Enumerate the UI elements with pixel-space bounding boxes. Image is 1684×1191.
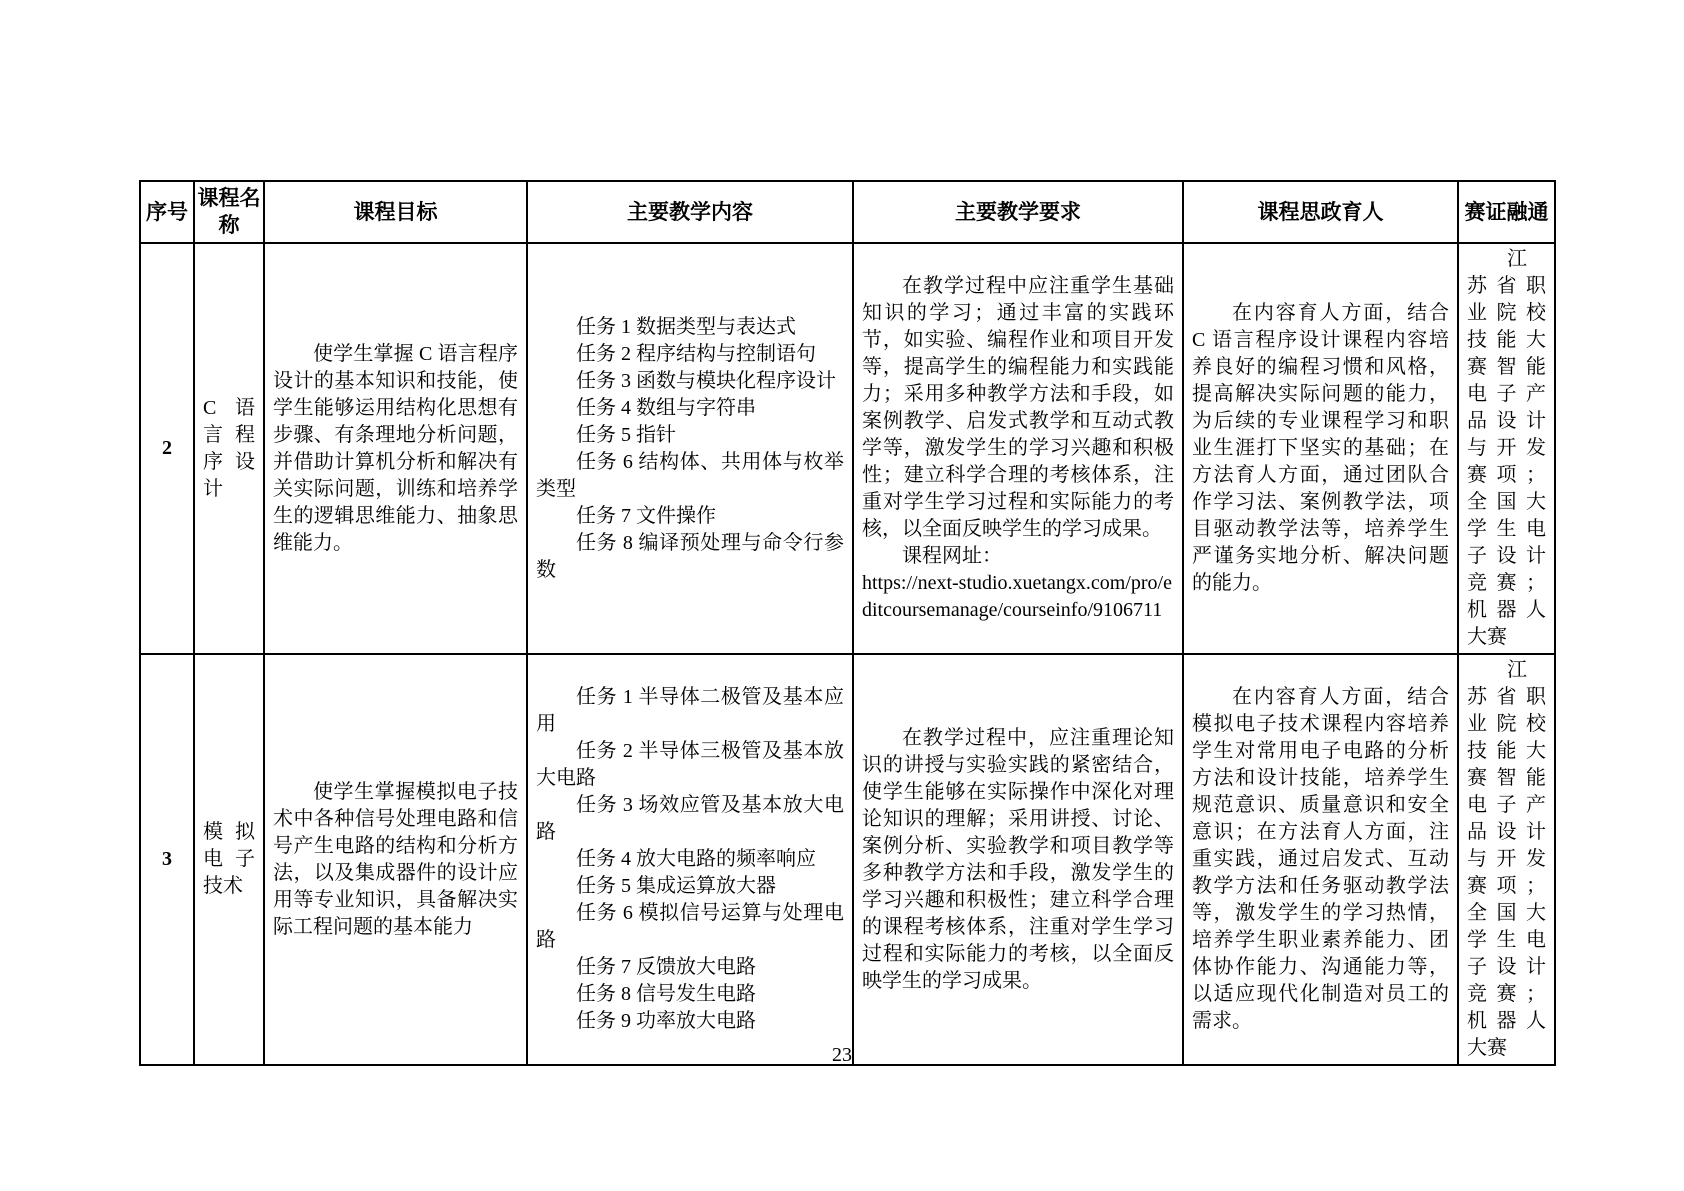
- course-table: [139, 180, 1556, 1066]
- course-url: https://next-studio.xuetangx.com/pro/editcoursemanage/courseinfo/9106711: [862, 572, 1172, 621]
- task-item: 任务 9 功率放大电路: [576, 1010, 756, 1032]
- task-item: 任务 6 模拟信号运算与处理电路: [536, 902, 844, 951]
- cell-objectives: [264, 654, 527, 1065]
- table-row: [140, 243, 1555, 654]
- cell-row-index: 2: [140, 243, 194, 654]
- objectives-text: 使学生掌握模拟电子技术中各种信号处理电路和信号产生电路的结构和分析方法，以及集成器件的设计应用等专业知识，具备解决实际工程问题的基本能力: [273, 780, 518, 938]
- task-item: 任务 3 场效应管及基本放大电路: [536, 794, 844, 843]
- cell-competition: [1458, 654, 1555, 1065]
- competition-text: 江苏省职业院校技能大赛智能电子产品设计与开发赛项；全国大学生电子设计竞赛；机器人大赛: [1467, 659, 1546, 1059]
- task-item: 任务 6 结构体、共用体与枚举类型: [536, 450, 844, 500]
- task-item: 任务 2 程序结构与控制语句: [576, 342, 816, 365]
- requirements-text: 在教学过程中，应注重理论知识的讲授与实验实践的紧密结合，使学生能够在实际操作中深化对理论知识的理解；采用讲授、讨论、案例分析、实验教学和项目教学等多种教学方法和手段，激发学生的学习兴趣和积极性；建立科学合理的课程考核体系，注重对学生学习过程和实际能力的考核，以全面反映学生的学习成果。: [862, 726, 1174, 992]
- cell-course-name: C 语言程序设计: [194, 243, 264, 654]
- cell-content-tasks: [527, 654, 853, 1065]
- task-item: 任务 4 数组与字符串: [576, 396, 756, 419]
- cell-ideology: [1183, 243, 1458, 654]
- task-item: 任务 3 函数与模块化程序设计: [576, 369, 836, 392]
- task-item: 任务 2 半导体三极管及基本放大电路: [536, 740, 844, 789]
- header-row: [140, 181, 1555, 243]
- page-number: 23: [832, 1044, 852, 1066]
- objectives-text: 使学生掌握 C 语言程序设计的基本知识和技能，使学生能够运用结构化思想有步骤、有条理地分析问题，并借助计算机分析和解决有关实际问题，训练和培养学生的逻辑思维能力、抽象思维能力。: [273, 342, 518, 554]
- cell-requirements: [853, 243, 1183, 654]
- task-item: 任务 8 编译预处理与命令行参数: [536, 531, 844, 581]
- cell-content-tasks: [527, 243, 853, 654]
- header-objectives: 课程目标: [264, 181, 527, 243]
- header-requirements: 主要教学要求: [853, 181, 1183, 243]
- task-item: 任务 7 文件操作: [576, 504, 716, 527]
- header-index: 序号: [140, 181, 194, 243]
- ideology-text: 在内容育人方面，结合模拟电子技术课程内容培养学生对常用电子电路的分析方法和设计技能，培养学生规范意识、质量意识和安全意识；在方法育人方面，注重实践，通过启发式、互动教学方法和任务驱动教学法等，激发学生的学习热情，培养学生职业素养能力、团体协作能力、沟通能力等，以适应现代化制造对员工的需求。: [1192, 686, 1449, 1032]
- header-ideology: 课程思政育人: [1183, 181, 1458, 243]
- course-url-label: 课程网址：: [902, 545, 1002, 567]
- task-item: 任务 5 集成运算放大器: [576, 875, 776, 897]
- competition-text: 江苏省职业院校技能大赛智能电子产品设计与开发赛项；全国大学生电子设计竞赛；机器人大赛: [1467, 248, 1546, 648]
- task-item: 任务 1 数据类型与表达式: [576, 315, 796, 338]
- cell-ideology: [1183, 654, 1458, 1065]
- cell-competition: [1458, 243, 1555, 654]
- task-item: 任务 4 放大电路的频率响应: [576, 848, 816, 870]
- header-course-name: 课程名称: [194, 181, 264, 243]
- task-item: 任务 5 指针: [576, 423, 676, 446]
- header-competition: 赛证融通: [1458, 181, 1555, 243]
- requirements-text: 在教学过程中应注重学生基础知识的学习；通过丰富的实践环节，如实验、编程作业和项目开发等，提高学生的编程能力和实践能力；采用多种教学方法和手段，如案例教学、启发式教学和互动式教学等，激发学生的学习兴趣和积极性；建立科学合理的考核体系，注重对学生学习过程和实际能力的考核，以全面反映学生的学习成果。: [862, 275, 1174, 540]
- cell-requirements: [853, 654, 1183, 1065]
- ideology-text: 在内容育人方面，结合 C 语言程序设计课程内容培养良好的编程习惯和风格，提高解决实际问题的能力，为后续的专业课程学习和职业生涯打下坚实的基础；在方法育人方面，通过团队合作学习法、案例教学法，项目驱动教学法等，培养学生严谨务实地分析、解决问题的能力。: [1192, 302, 1449, 594]
- header-content: 主要教学内容: [527, 181, 853, 243]
- cell-course-name: 模拟电子技术: [194, 654, 264, 1065]
- cell-row-index: 3: [140, 654, 194, 1065]
- task-item: 任务 8 信号发生电路: [576, 983, 756, 1005]
- table-row: [140, 654, 1555, 1065]
- task-item: 任务 1 半导体二极管及基本应用: [536, 686, 844, 735]
- task-item: 任务 7 反馈放大电路: [576, 956, 756, 978]
- cell-objectives: [264, 243, 527, 654]
